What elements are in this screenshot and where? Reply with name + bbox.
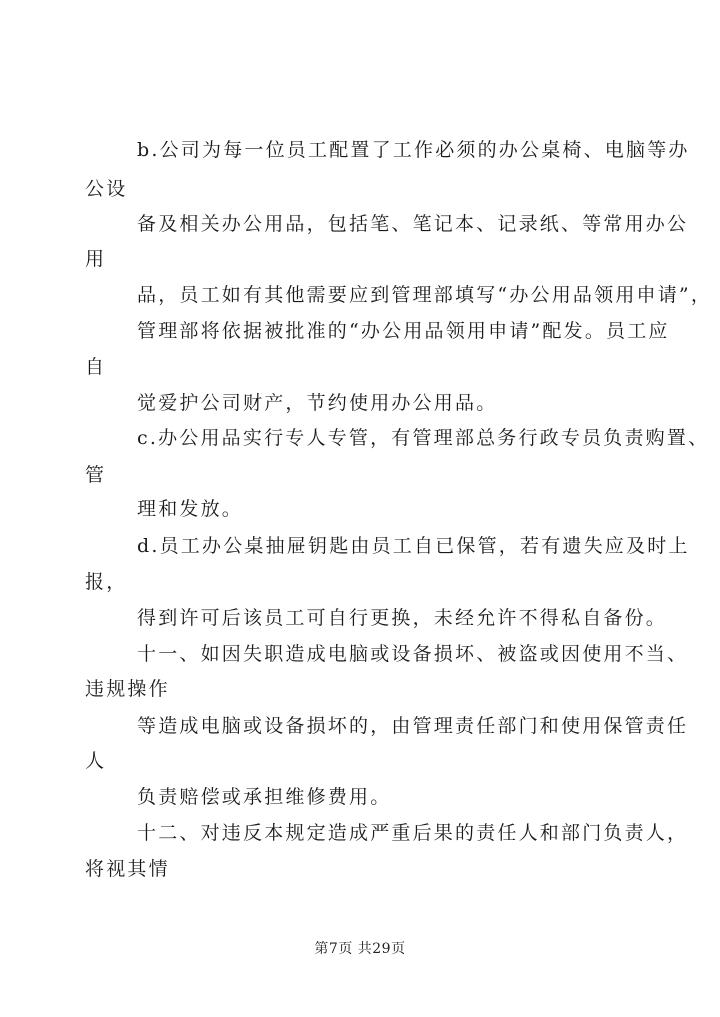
text-line: 十一、如因失职造成电脑或设备损坏、被盗或因使用不当、 (137, 643, 689, 665)
text-line: 管理部将依据被批准的“办公用品领用申请”配发。员工应 (137, 320, 670, 342)
text-line: 用 (85, 248, 107, 270)
page-number-footer: 第7页 共29页 (314, 941, 406, 957)
text-line: 十二、对违反本规定造成严重后果的责任人和部门负责人， (137, 822, 689, 844)
text-line: c.办公用品实行专人专管，有管理部总务行政专员负责购置、 (137, 427, 710, 449)
text-line: 人 (85, 750, 107, 772)
text-line: 违规操作 (85, 678, 170, 700)
text-line: 负责赔偿或承担维修费用。 (137, 786, 392, 808)
text-line: d.员工办公桌抽屉钥匙由员工自已保管，若有遗失应及时上 (137, 535, 690, 557)
text-line: 觉爱护公司财产，节约使用办公用品。 (137, 392, 498, 414)
text-line: 管 (85, 464, 107, 486)
text-line: 得到许可后该员工可自行更换，未经允许不得私自备份。 (137, 607, 668, 629)
text-line: 将视其情 (85, 858, 170, 880)
text-line: 备及相关办公用品，包括笔、笔记本、记录纸、等常用办公 (137, 213, 689, 235)
text-line: 公设 (85, 178, 128, 200)
text-line: 理和发放。 (137, 498, 244, 520)
text-line: 自 (85, 356, 107, 378)
text-line: 品，员工如有其他需要应到管理部填写“办公用品领用申请”， (137, 284, 713, 306)
text-line: b.公司为每一位员工配置了工作必须的办公桌椅、电脑等办 (137, 139, 690, 161)
text-line: 等造成电脑或设备损坏的，由管理责任部门和使用保管责任 (137, 715, 689, 737)
text-line: 报， (85, 571, 128, 593)
